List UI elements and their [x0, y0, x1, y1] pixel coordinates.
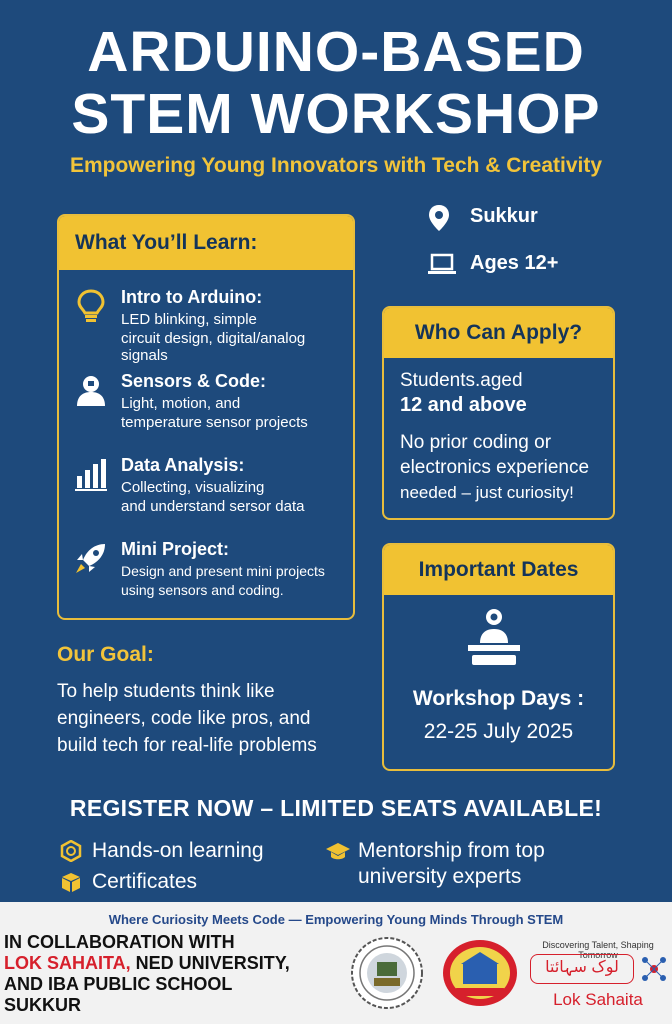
- feature-mentorship: [326, 838, 626, 894]
- dates-label: Workshop Days :: [412, 687, 585, 710]
- dates-box: [382, 543, 615, 771]
- ned-university-logo: [350, 936, 424, 1010]
- goal-line: To help students think like: [57, 681, 275, 702]
- learn-item-desc: Design and present mini projects: [121, 563, 325, 579]
- learn-item-desc: signals: [121, 347, 168, 364]
- person-icon: [73, 372, 109, 408]
- learn-item-title: Mini Project:: [121, 539, 230, 559]
- feature-certificates: [60, 869, 300, 895]
- learn-item-desc: LED blinking, simple: [121, 311, 257, 328]
- location-pin-icon: [428, 204, 450, 232]
- lok-sahaita-name: Lok Sahaita: [553, 990, 643, 1009]
- learn-box: [57, 214, 355, 620]
- feature-text: Hands-on learning: [92, 839, 264, 862]
- collab-line: AND IBA PUBLIC SCHOOL: [4, 974, 233, 994]
- learn-item-desc: Light, motion, and: [121, 395, 241, 412]
- collab-lok-sahaita: LOK SAHAITA,: [4, 953, 131, 973]
- apply-heading: Who Can Apply?: [384, 308, 613, 358]
- lightbulb-icon: [73, 288, 109, 324]
- molecule-icon: [640, 954, 668, 984]
- lok-sahaita-logo: [528, 940, 668, 1022]
- learn-item-desc: circuit design, digital/analog: [121, 330, 306, 347]
- dates-value: 22-25 July 2025: [423, 720, 574, 743]
- location-text: Sukkur: [470, 205, 538, 227]
- learn-item-title: Intro to Arduino:: [121, 287, 263, 307]
- feature-text: university experts: [358, 865, 522, 888]
- collaboration-text: [4, 932, 290, 1016]
- apply-line: No prior coding or: [400, 432, 552, 453]
- learn-item-desc: using sensors and coding.: [121, 582, 284, 598]
- footer-tagline: Where Curiosity Meets Code — Empowering Young Minds Through STEM: [108, 912, 564, 927]
- graduation-cap-icon: [326, 840, 350, 862]
- goal-heading: Our Goal:: [57, 643, 154, 666]
- laptop-icon: [428, 253, 456, 275]
- bar-chart-icon: [73, 456, 109, 492]
- learn-item-title: Sensors & Code:: [121, 371, 267, 391]
- apply-line: needed – just curiosity!: [400, 483, 574, 502]
- register-banner: REGISTER NOW – LIMITED SEATS AVAILABLE!: [69, 795, 603, 821]
- goal-text: [57, 678, 367, 759]
- learn-heading: What You’ll Learn:: [59, 216, 353, 270]
- hexagon-icon: [60, 840, 82, 862]
- iba-public-school-logo: [441, 938, 519, 1008]
- goal-line: build tech for real-life problems: [57, 735, 317, 756]
- lok-sahaita-tagline: Discovering Talent, Shaping Tomorrow: [542, 940, 654, 960]
- workshop-presenter-icon: [466, 607, 522, 669]
- collab-line-2: [4, 953, 290, 974]
- collab-ned: NED UNIVERSITY,: [130, 953, 290, 973]
- learn-item-desc: temperature sensor projects: [121, 414, 308, 431]
- apply-line: Students.aged: [400, 370, 523, 391]
- collab-line: SUKKUR: [4, 995, 82, 1015]
- ages-text: Ages 12+: [470, 252, 559, 274]
- rocket-icon: [73, 540, 109, 576]
- collab-line: IN COLLABORATION WITH: [4, 932, 235, 952]
- feature-text: Certificates: [92, 870, 198, 893]
- title-line-1: ARDUINO-BASED: [87, 20, 585, 84]
- box-icon: [60, 871, 82, 893]
- apply-box: [382, 306, 615, 520]
- feature-hands-on: [60, 838, 300, 864]
- lok-sahaita-urdu: لوک سہائتا: [530, 954, 634, 984]
- learn-item-desc: Collecting, visualizing: [121, 479, 265, 496]
- title-line-2: STEM WORKSHOP: [71, 82, 601, 146]
- feature-text: Mentorship from top: [358, 839, 545, 862]
- learn-item-desc: and understand sersor data: [121, 498, 305, 515]
- dates-heading: Important Dates: [384, 545, 613, 595]
- learn-item-title: Data Analysis:: [121, 455, 245, 475]
- subtitle: Empowering Young Innovators with Tech & Creativity: [69, 154, 603, 177]
- footer: [0, 902, 672, 1024]
- apply-line-bold: 12 and above: [400, 394, 527, 416]
- goal-line: engineers, code like pros, and: [57, 708, 311, 729]
- apply-line: electronics experience: [400, 457, 590, 478]
